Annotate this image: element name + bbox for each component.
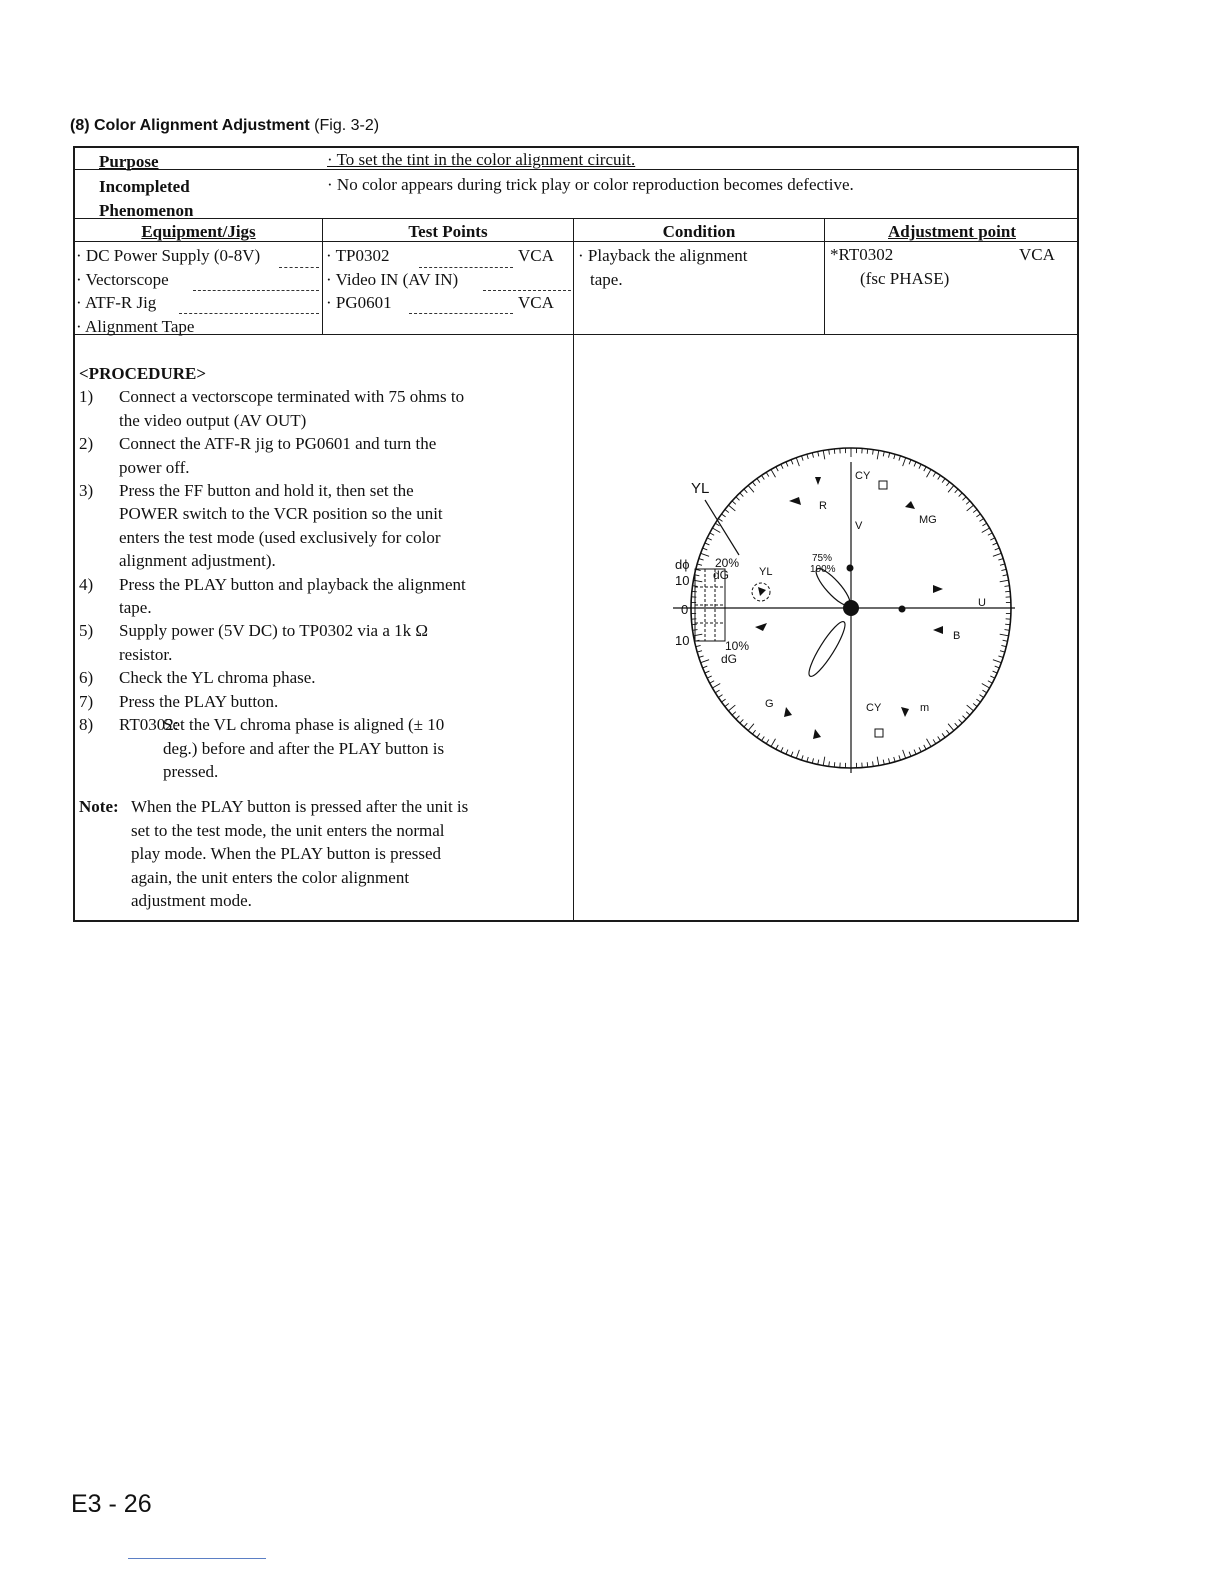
target-vector [813,729,821,739]
vectorscope-diagram [669,437,1029,782]
step-text: deg.) before and after the PLAY button is [163,738,445,758]
incompleted-label: Incompleted [99,177,190,196]
step-text: tape. [119,598,152,618]
rule-phenomenon [75,218,1077,219]
scope-label: 100% [810,564,836,575]
target-vector [933,585,943,593]
step-number: 2) [79,434,94,454]
graticule-tick [948,485,954,492]
test-point-name: · Video IN (AV IN) [326,270,459,289]
u-axis-dot [899,606,906,613]
step-text: power off. [119,457,190,477]
step-number: 7) [79,691,94,711]
step-text: Press the PLAY button and playback the alignment [119,574,466,594]
target-vector [879,481,887,489]
graticule-tick [903,750,906,758]
scope-label: CY [866,702,882,714]
section-heading [70,117,379,135]
scope-label: B [953,630,961,642]
burst-ellipse [804,618,850,680]
yl-pointer [705,500,739,555]
step-number: 1) [79,387,94,407]
scope-label: 10% [725,639,750,653]
procedure-step [79,713,559,783]
step-text: the video output (AV OUT) [119,410,307,430]
note-label: Note: [79,797,119,817]
graticule-tick [701,660,709,663]
graticule-tick [993,660,1001,663]
scope-label: 75% [812,553,833,564]
note-text: play mode. When the PLAY button is pressed [131,844,442,864]
scope-label: m [920,702,930,714]
procedure-step [79,619,559,666]
scope-label: G [765,698,774,710]
graticule-tick [982,528,990,533]
step-number: 8) [79,715,94,735]
note-text: When the PLAY button is pressed after the unit is [131,797,469,817]
header-equipment: Equipment/Jigs [141,222,256,241]
scope-label: YL [759,566,773,578]
scope-label: 10 [675,573,690,588]
procedure-step [79,690,559,713]
procedure-step [79,479,559,573]
procedure-step [79,432,559,479]
step-number: 5) [79,621,94,641]
leader-line [409,313,513,314]
step-text: resistor. [119,644,173,664]
step-label: RT0302: [119,715,179,735]
leader-line [419,267,513,268]
step-number: 3) [79,481,94,501]
graticule-tick [728,705,735,711]
graticule-tick [927,469,932,477]
leader-line [193,290,319,291]
scope-label: YL [691,480,710,497]
adjustment-point: *RT0302 [830,245,894,264]
procedure-title: <PROCEDURE> [79,364,207,383]
header-condition: Condition [662,222,736,241]
target-vector [789,497,801,505]
target-vector [933,626,943,634]
graticule-tick [948,724,954,731]
header-adjustment: Adjustment point [888,222,1016,241]
graticule-tick [1000,580,1009,582]
step-text: alignment adjustment). [119,551,276,571]
target-vector [755,623,767,631]
scope-label: 20% [715,556,740,570]
step-text: pressed. [163,761,219,781]
rule-header [75,241,1077,242]
adjustment-board: VCA [1019,245,1055,264]
equipment-item: · Vectorscope [76,270,169,289]
step-text: Connect the ATF-R jig to PG0601 and turn the [119,434,437,454]
graticule-tick [823,450,825,459]
rule-table-bottom [75,334,1077,335]
graticule-tick [712,528,720,533]
rule-col2 [573,218,574,922]
test-point-name: · PG0601 [326,293,392,312]
leader-line [279,267,319,268]
graticule-tick [877,450,879,459]
figure-reference: (Fig. 3-2) [314,117,380,134]
graticule-tick [796,458,799,466]
graticule-tick [927,739,932,747]
equipment-item: · ATF-R Jig [76,293,157,312]
target-vector [758,587,766,596]
graticule-tick [796,750,799,758]
procedure [79,362,559,912]
graticule-tick [748,724,754,731]
graticule-tick [982,684,990,689]
target-vector [815,477,821,485]
equipment-item: · Alignment Tape [76,317,195,336]
scope-label: dϕ [675,557,690,572]
procedure-note [79,795,559,912]
target-vector [905,501,915,509]
purpose-label: Purpose [99,152,159,171]
scope-label: CY [855,470,871,482]
graticule-tick [877,757,879,766]
step-text: Check the YL chroma phase. [119,668,316,688]
page-number: E3 - 26 [71,1490,152,1518]
step-text: Press the FF button and hold it, then set the [119,481,414,501]
header-test-points: Test Points [408,222,488,241]
scope-label: 10 [675,633,690,648]
scope-label: dG [713,568,730,582]
center-dot [843,600,859,616]
graticule-tick [823,757,825,766]
leader-line [179,313,319,314]
condition-line: tape. [590,270,623,289]
adjustment-note: (fsc PHASE) [860,269,950,288]
note-text: set to the test mode, the unit enters the normal [131,820,445,840]
procedure-step [79,573,559,620]
graticule-tick [748,485,754,492]
step-text: Set the VL chroma phase is aligned (± 10 [163,715,445,735]
footer-rule [128,1558,266,1559]
graticule-tick [728,505,735,511]
step-text: Press the PLAY button. [119,691,279,711]
scope-label: R [819,500,827,512]
test-point-board: VCA [518,246,554,265]
step-text: POWER switch to the VCR position so the unit [119,504,443,524]
scope-label: dG [721,652,738,666]
graticule-tick [712,684,720,689]
scope-label: V [855,520,863,532]
target-vector [875,729,883,737]
scope-label: U [978,597,986,609]
equipment-item: · DC Power Supply (0-8V) [76,246,261,265]
step-number: 6) [79,668,94,688]
note-text: adjustment mode. [131,890,252,910]
graticule-tick [993,553,1001,556]
graticule-tick [903,458,906,466]
graticule-tick [967,505,974,511]
step-text: Supply power (5V DC) to TP0302 via a 1k Ω [119,621,429,641]
section-title: (8) Color Alignment Adjustment [70,117,310,134]
step-text: Connect a vectorscope terminated with 75 ohms to [119,387,465,407]
target-vector [784,707,792,717]
procedure-step [79,666,559,689]
graticule-tick [771,739,776,747]
condition-line: · Playback the alignment [578,246,748,265]
procedure-step [79,385,559,432]
test-point-board: VCA [518,293,554,312]
graticule-tick [967,705,974,711]
purpose-text: · To set the tint in the color alignment circuit. [327,150,636,169]
step-text: enters the test mode (used exclusively for color [119,527,441,547]
scope-label: 0 [681,602,689,617]
leader-line [483,290,571,291]
step-number: 4) [79,574,94,594]
incompleted-text: · No color appears during trick play or color reproduction becomes defective. [327,175,854,194]
v-axis-dot [847,565,854,572]
phenomenon-label: Phenomenon [99,201,194,220]
graticule-tick [771,469,776,477]
target-vector [901,707,909,717]
note-text: again, the unit enters the color alignment [131,867,410,887]
scope-label: MG [919,514,937,526]
graticule-tick [1000,634,1009,636]
test-point-name: · TP0302 [326,246,390,265]
graticule-tick [701,553,709,556]
